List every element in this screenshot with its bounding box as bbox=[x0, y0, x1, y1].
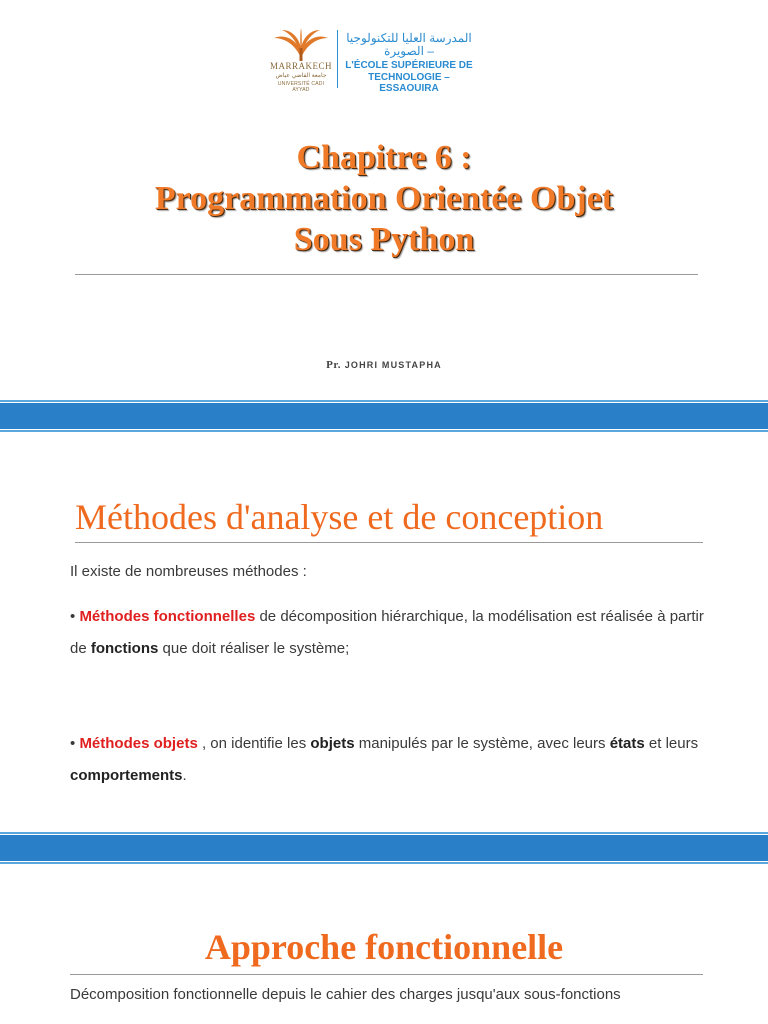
slide-title: Approche fonctionnelle bbox=[204, 927, 564, 967]
slide-title: Méthodes d'analyse et de conception bbox=[75, 497, 604, 537]
bullet-text: et leurs bbox=[644, 735, 699, 752]
slide-text: Décomposition fonctionnelle depuis le cahier des charges jusqu'aux sous-fonctions bbox=[70, 986, 621, 1003]
university-logo bbox=[270, 28, 332, 92]
bullet-text: de décomposition hiérarchique, la modélisation est réalisée à partir de bbox=[70, 608, 704, 657]
slide-title-divider bbox=[75, 542, 703, 543]
palm-tree-icon bbox=[270, 28, 332, 62]
bullet-text: . bbox=[182, 767, 187, 784]
logo-university: UNIVERSITÉ CADI AYYAD bbox=[277, 81, 325, 93]
slide-separator bbox=[0, 400, 768, 432]
author bbox=[0, 359, 768, 371]
logo-divider bbox=[337, 30, 338, 88]
separator-band bbox=[0, 835, 768, 861]
functions-term: fonctions bbox=[90, 640, 159, 657]
title-divider bbox=[75, 274, 698, 275]
functional-approach-slide bbox=[0, 864, 768, 1024]
logo-arabic-school: المدرسة العليا للتكنولوجيا – الصويرة bbox=[346, 31, 472, 58]
separator-band bbox=[0, 403, 768, 429]
chapter-title-line2: Programmation Orientée Objet bbox=[154, 180, 614, 217]
object-methods-label: Méthodes objets bbox=[79, 735, 198, 752]
logo-school-line1: L'ÉCOLE SUPÉRIEURE DE bbox=[345, 60, 473, 71]
school-name bbox=[342, 32, 476, 92]
bullet-text: manipulés par le système, avec leurs bbox=[354, 735, 610, 752]
methods-slide bbox=[0, 432, 768, 832]
bullet-marker: • bbox=[70, 608, 76, 625]
intro-text: Il existe de nombreuses méthodes : bbox=[70, 563, 307, 580]
chapter-title bbox=[0, 137, 768, 260]
logo-arabic-university: جامعة القاضي عياض bbox=[275, 73, 327, 79]
separator-line-top bbox=[0, 400, 768, 402]
chapter-title-line3: Sous Python bbox=[293, 221, 475, 258]
bullet-objects bbox=[70, 728, 710, 792]
author-name: JOHRI MUSTAPHA bbox=[344, 360, 442, 370]
objects-term: objets bbox=[310, 735, 355, 752]
separator-line-top bbox=[0, 832, 768, 834]
logo-city: MARRAKECH bbox=[270, 61, 333, 71]
slide-title-divider bbox=[70, 974, 703, 975]
bullet-text: , on identifie les bbox=[197, 735, 311, 752]
slide-separator bbox=[0, 832, 768, 864]
functional-methods-label: Méthodes fonctionnelles bbox=[79, 608, 256, 625]
bullet-marker: • bbox=[70, 735, 76, 752]
behaviours-term: comportements bbox=[70, 767, 183, 784]
bullet-text: que doit réaliser le système; bbox=[158, 640, 350, 657]
bullet-functional bbox=[70, 601, 710, 665]
title-slide bbox=[0, 0, 768, 400]
states-term: états bbox=[609, 735, 645, 752]
chapter-title-line1: Chapitre 6 : bbox=[296, 139, 472, 176]
school-logo bbox=[270, 28, 476, 92]
author-prefix: Pr. bbox=[326, 359, 341, 371]
logo-school-line2: TECHNOLOGIE – ESSAOUIRA bbox=[368, 72, 450, 94]
